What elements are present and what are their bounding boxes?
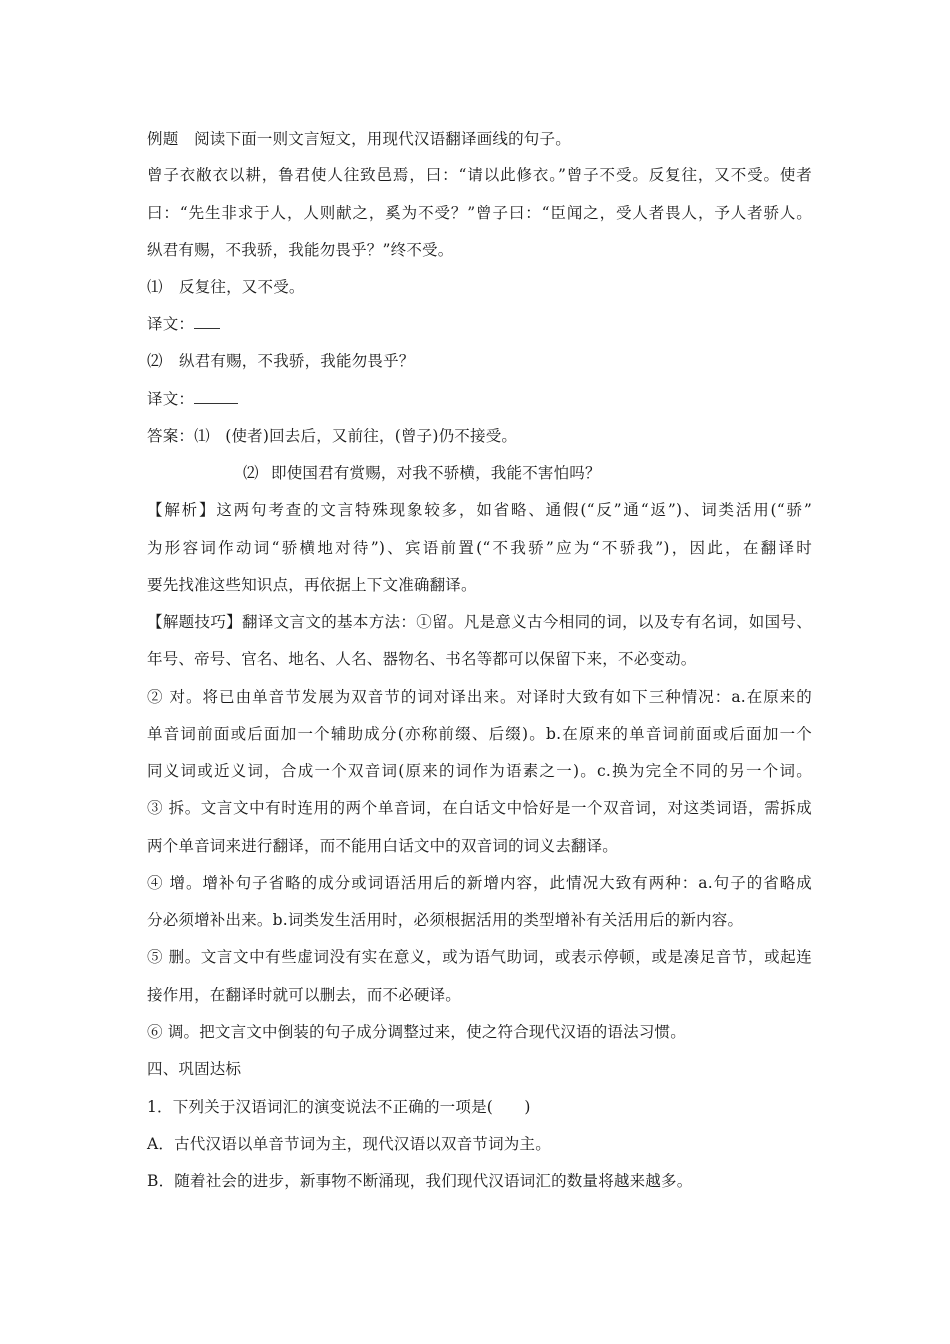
method-chai-line-1: ③ 拆。文言文中有时连用的两个单音词，在白话文中恰好是一个双音词，对这类词语，需拆成 bbox=[147, 799, 812, 817]
method-shan-line-2: 接作用，在翻译时就可以删去，而不必硬译。 bbox=[147, 986, 462, 1004]
question-1 bbox=[147, 276, 812, 298]
analysis-line-1: 【解析】这两句考查的文言特殊现象较多，如省略、通假(“反”通“返”)、词类活用(“骄” bbox=[147, 501, 812, 519]
exercise-1-option-a: A．古代汉语以单音节词为主，现代汉语以双音节词为主。 bbox=[147, 1135, 551, 1153]
translation-1-blank bbox=[194, 314, 220, 329]
example-heading: 例题 阅读下面一则文言短文，用现代汉语翻译画线的句子。 bbox=[147, 130, 571, 148]
answer-label: 答案：⑴ bbox=[147, 427, 210, 445]
answer-2-text: 即使国君有赏赐，对我不骄横，我能不害怕吗？ bbox=[271, 464, 601, 482]
translation-2-blank bbox=[194, 389, 238, 404]
question-1-number: ⑴ bbox=[147, 278, 163, 296]
technique-line-1: 【解题技巧】翻译文言文的基本方法：①留。凡是意义古今相同的词，以及专有名词，如国号、 bbox=[147, 613, 812, 631]
method-zeng-line-2: 分必须增补出来。b.词类发生活用时，必须根据活用的类型增补有关活用后的新内容。 bbox=[147, 911, 744, 929]
method-dui-line-1: ② 对。将已由单音节发展为双音节的词对译出来。对译时大致有如下三种情况：a.在原来的 bbox=[147, 688, 812, 706]
translation-1-label: 译文： bbox=[147, 315, 195, 333]
passage-line-2: 曰：“先生非求于人，人则献之，奚为不受？”曾子曰：“臣闻之，受人者畏人，予人者骄人。 bbox=[147, 204, 812, 222]
answer-2 bbox=[243, 462, 812, 484]
passage-line-3: 纵君有赐，不我骄，我能勿畏乎？”终不受。 bbox=[147, 241, 454, 259]
answer-2-number: ⑵ bbox=[243, 464, 259, 482]
method-shan-line-1: ⑤ 删。文言文中有些虚词没有实在意义，或为语气助词，或表示停顿，或是凑足音节，或起连 bbox=[147, 948, 812, 966]
question-2 bbox=[147, 350, 812, 372]
translation-1 bbox=[147, 313, 812, 335]
translation-2-label: 译文： bbox=[147, 390, 195, 408]
section-heading: 四、巩固达标 bbox=[147, 1060, 242, 1078]
exercise-1-option-b: B．随着社会的进步，新事物不断涌现，我们现代汉语词汇的数量将越来越多。 bbox=[147, 1172, 693, 1190]
technique-line-2: 年号、帝号、官名、地名、人名、器物名、书名等都可以保留下来，不必变动。 bbox=[147, 650, 697, 668]
method-dui-line-3: 同义词或近义词，合成一个双音词(原来的词作为语素之一)。c.换为完全不同的另一个词。 bbox=[147, 762, 812, 780]
passage-line-1: 曾子衣敝衣以耕，鲁君使人往致邑焉，曰：“请以此修衣。”曾子不受。反复往，又不受。使者 bbox=[147, 166, 812, 184]
question-2-number: ⑵ bbox=[147, 352, 163, 370]
method-tiao-line: ⑥ 调。把文言文中倒装的句子成分调整过来，使之符合现代汉语的语法习惯。 bbox=[147, 1023, 686, 1041]
analysis-line-3: 要先找准这些知识点，再依据上下文准确翻译。 bbox=[147, 576, 477, 594]
answer-1 bbox=[147, 425, 812, 447]
method-dui-line-2: 单音词前面或后面加一个辅助成分(亦称前缀、后缀)。b.在原来的单音词前面或后面加一个 bbox=[147, 725, 812, 743]
translation-2 bbox=[147, 388, 812, 410]
answer-1-text: (使者)回去后，又前往，(曾子)仍不接受。 bbox=[225, 427, 518, 445]
method-chai-line-2: 两个单音词来进行翻译，而不能用白话文中的双音词的词义去翻译。 bbox=[147, 837, 619, 855]
question-2-text: 纵君有赐，不我骄，我能勿畏乎？ bbox=[179, 352, 415, 370]
analysis-line-2: 为形容词作动词“骄横地对待”)、宾语前置(“不我骄”应为“不骄我”)，因此，在翻译时 bbox=[147, 539, 812, 557]
exercise-1-question: 1．下列关于汉语词汇的演变说法不正确的一项是( ) bbox=[147, 1098, 531, 1116]
question-1-text: 反复往，又不受。 bbox=[179, 278, 305, 296]
method-zeng-line-1: ④ 增。增补句子省略的成分或词语活用后的新增内容，此情况大致有两种：a.句子的省略成 bbox=[147, 874, 812, 892]
